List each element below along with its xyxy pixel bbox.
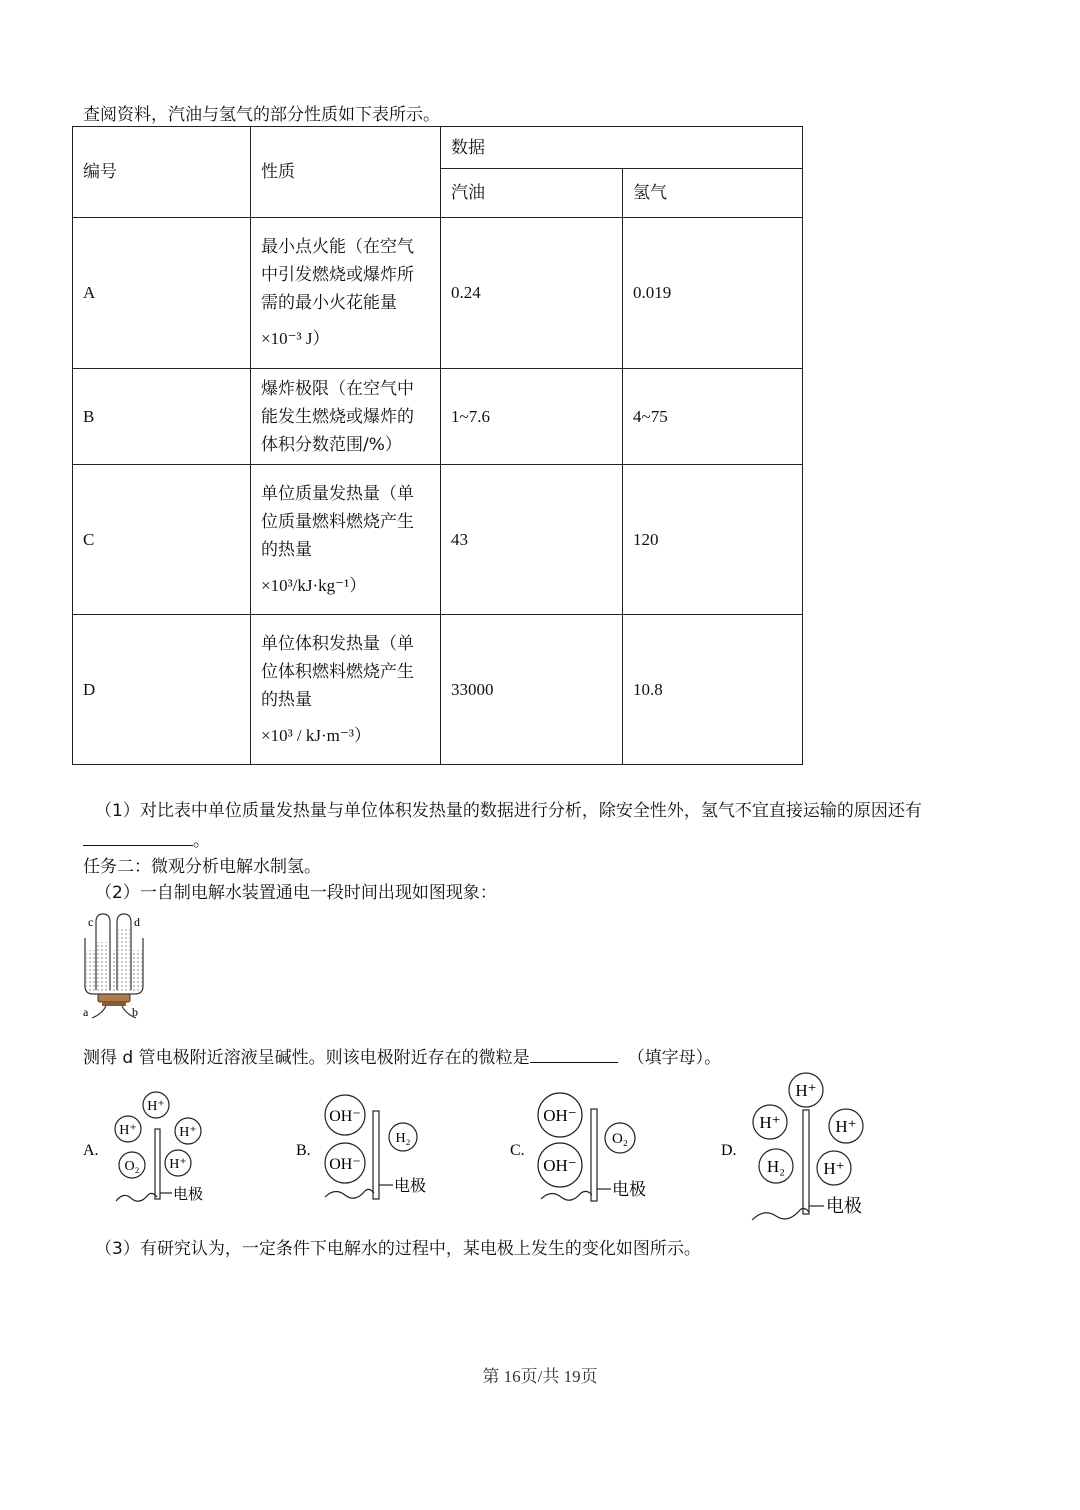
- row-gasoline-value: 1~7.6: [441, 369, 623, 465]
- prompt-suffix: （填字母）。: [627, 1048, 722, 1068]
- particle: OH⁻: [543, 1156, 577, 1175]
- task-2-heading: 任务二：微观分析电解水制氢。: [83, 857, 321, 877]
- property-line: 的热量: [261, 539, 312, 560]
- particle: H₂: [395, 1131, 411, 1146]
- option-letter: D.: [721, 1142, 737, 1159]
- particle: H⁺: [835, 1117, 857, 1136]
- label-b: b: [132, 1005, 138, 1019]
- particle: H⁺: [795, 1081, 817, 1100]
- particle: H₂: [766, 1157, 786, 1176]
- property-unit: ×10³/kJ·kg⁻¹）: [261, 575, 367, 595]
- property-line: 位体积燃料燃烧产生: [261, 661, 414, 682]
- property-unit: ×10⁻³ J）: [261, 329, 330, 348]
- label-c: c: [88, 915, 94, 929]
- electrode-label: 电极: [612, 1180, 646, 1200]
- row-property: [251, 218, 441, 369]
- header-id: 编号: [73, 127, 251, 218]
- particle: OH⁻: [329, 1156, 361, 1173]
- row-property: [251, 465, 441, 615]
- property-line: 需的最小火花能量: [261, 293, 397, 313]
- question-2-prompt: [83, 1043, 721, 1068]
- particle: O₂: [611, 1131, 629, 1147]
- label-d: d: [134, 915, 140, 929]
- property-line: 体积分数范围/%）: [261, 434, 402, 455]
- property-line: 单位质量发热量（单: [261, 483, 414, 504]
- header-hydrogen: 氢气: [623, 169, 803, 218]
- particle: H⁺: [179, 1125, 197, 1140]
- particle: H⁺: [759, 1113, 781, 1132]
- row-id: D: [73, 615, 251, 765]
- label-a: a: [83, 1005, 89, 1019]
- property-line: 能发生燃烧或爆炸的: [261, 406, 414, 427]
- row-hydrogen-value: 0.019: [623, 218, 803, 369]
- property-line: 中引发燃烧或爆炸所: [261, 265, 414, 285]
- answer-blank[interactable]: [83, 827, 193, 846]
- header-property: 性质: [251, 127, 441, 218]
- particle: OH⁻: [329, 1108, 361, 1125]
- option-b-diagram: [293, 1085, 463, 1210]
- row-id: A: [73, 218, 251, 369]
- header-data: 数据: [441, 127, 803, 169]
- property-unit: ×10³ / kJ·m⁻³）: [261, 725, 371, 745]
- table-row: [73, 369, 803, 465]
- question-2-text: （2）一自制电解水装置通电一段时间出现如图现象：: [95, 883, 497, 903]
- table-row: [73, 465, 803, 615]
- question-1-text: （1）对比表中单位质量发热量与单位体积发热量的数据进行分析，除安全性外，氢气不宜直接运输的原因还有: [95, 801, 922, 821]
- table-row: [73, 218, 803, 369]
- particle: H⁺: [169, 1157, 187, 1172]
- table-row: [73, 615, 803, 765]
- row-hydrogen-value: 10.8: [623, 615, 803, 765]
- row-property: [251, 369, 441, 465]
- option-a-diagram: [80, 1085, 240, 1210]
- option-c-diagram: [507, 1085, 677, 1210]
- row-gasoline-value: 0.24: [441, 218, 623, 369]
- row-gasoline-value: 33000: [441, 615, 623, 765]
- property-line: 的热量: [261, 689, 312, 710]
- option-d-diagram: [718, 1070, 888, 1225]
- particle: O₂: [124, 1159, 140, 1174]
- question-3-text: （3）有研究认为，一定条件下电解水的过程中，某电极上发生的变化如图所示。: [95, 1239, 701, 1259]
- electrode-label: 电极: [173, 1185, 204, 1203]
- electrode-label: 电极: [394, 1176, 427, 1195]
- header-gasoline: 汽油: [441, 169, 623, 218]
- page-footer: 第 16页/共 19页: [482, 1367, 598, 1386]
- option-letter: A.: [83, 1142, 99, 1159]
- properties-table: [72, 126, 803, 765]
- property-line: 最小点火能（在空气: [261, 237, 414, 257]
- prompt-text: 测得 d 管电极附近溶液呈碱性。则该电极附近存在的微粒是: [83, 1048, 530, 1068]
- particle: H⁺: [147, 1099, 165, 1114]
- intro-text: 查阅资料，汽油与氢气的部分性质如下表所示。: [83, 105, 440, 125]
- row-hydrogen-value: 4~75: [623, 369, 803, 465]
- question-1-answer-line: [83, 826, 210, 851]
- particle: OH⁻: [543, 1106, 577, 1125]
- property-line: 位质量燃料燃烧产生: [261, 511, 414, 532]
- answer-blank[interactable]: [530, 1044, 618, 1063]
- particle: H⁺: [823, 1159, 845, 1178]
- property-line: 爆炸极限（在空气中: [261, 378, 414, 399]
- row-id: B: [73, 369, 251, 465]
- property-line: 单位体积发热量（单: [261, 633, 414, 654]
- table-header-row: [73, 127, 803, 169]
- period: 。: [193, 831, 210, 851]
- row-gasoline-value: 43: [441, 465, 623, 615]
- row-id: C: [73, 465, 251, 615]
- row-hydrogen-value: 120: [623, 465, 803, 615]
- option-letter: B.: [296, 1142, 311, 1159]
- electrolysis-apparatus-diagram: [80, 908, 150, 1028]
- option-letter: C.: [510, 1142, 525, 1159]
- particle: H⁺: [119, 1123, 137, 1138]
- row-property: [251, 615, 441, 765]
- electrode-label: 电极: [826, 1196, 862, 1217]
